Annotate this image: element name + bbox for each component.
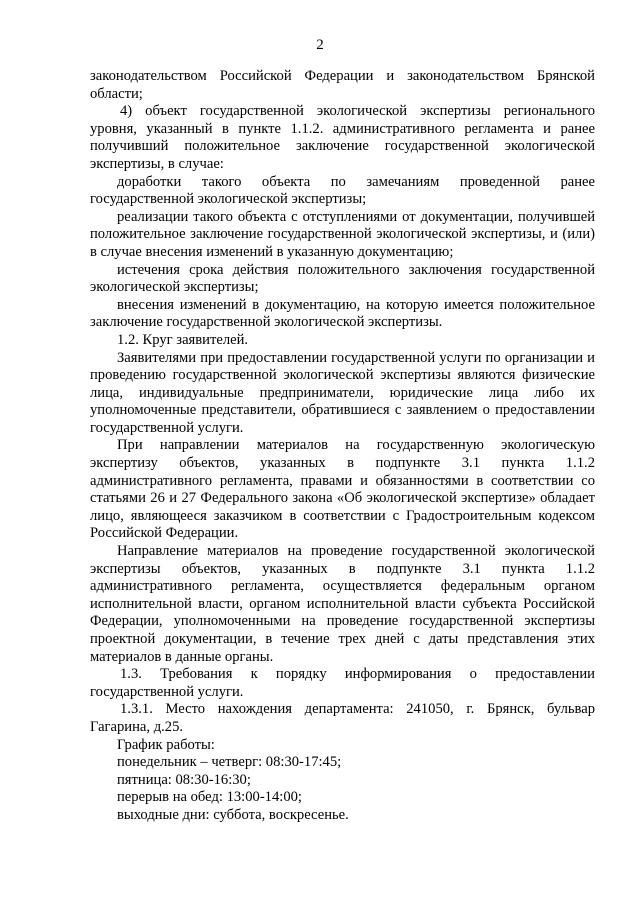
paragraph-case-changes: внесения изменений в документацию, на которую имеется положительное заключение государственной экологической экспертизы. bbox=[90, 296, 595, 331]
paragraph-legislation: законодательством Российской Федерации и законодательством Брянской области; bbox=[90, 68, 595, 102]
page-number: 2 bbox=[316, 37, 324, 53]
paragraph-case-deviation: реализации такого объекта с отступлениями от документации, получившей положительное заключение государственной экологической экспертизы, и (или) в случае внесения изменений в указанную документацию; bbox=[90, 208, 595, 260]
schedule-weekend: выходные дни: суббота, воскресенье. bbox=[117, 806, 349, 823]
section-heading-applicants: 1.2. Круг заявителей. bbox=[117, 331, 249, 348]
paragraph-materials-submission: При направлении материалов на государственную экологическую экспертизу объектов, указанных в подпункте 3.1 пункта 1.1.2 административного регламента, правами и обязанностями в соответствии со статьями 26 и 27 Федерального закона «Об экологической экспертизе» обладает лицо, являющееся заказчиком в соответствии с Градостроительным кодексом Российской Федерации. bbox=[90, 437, 595, 542]
work-schedule bbox=[90, 737, 595, 825]
schedule-friday: пятница: 08:30-16:30; bbox=[117, 771, 251, 788]
paragraph-case-rework: доработки такого объекта по замечаниям проведенной ранее государственной экологической экспертизы; bbox=[90, 173, 595, 208]
paragraph-department-location: 1.3.1. Место нахождения департамента: 241050, г. Брянск, бульвар Гагарина, д.25. bbox=[90, 701, 595, 735]
section-heading-information-requirements: 1.3. Требования к порядку информирования о предоставлении государственной услуги. bbox=[90, 666, 595, 700]
paragraph-applicants: Заявителями при предоставлении государственной услуги по организации и проведению государственной экологической экспертизы являются физические лица, индивидуальные предприниматели, юридические лица либо их уполномоченные представители, обратившиеся с заявлением о предоставлении государственной услуги. bbox=[90, 349, 595, 436]
paragraph-materials-direction: Направление материалов на проведение государственной экологической экспертизы объектов, указанных в подпункте 3.1 пункта 1.1.2 административного регламента, осуществляется федеральным органом исполнительной власти, органом исполнительной власти субъекта Российской Федерации, уполномоченными на проведение государственной экспертизы проектной документации, в течение трех дней с даты представления этих материалов в данные органы. bbox=[90, 543, 595, 665]
schedule-lunch: перерыв на обед: 13:00-14:00; bbox=[117, 789, 302, 806]
schedule-title: График работы: bbox=[117, 736, 215, 753]
schedule-mon-thu: понедельник – четверг: 08:30-17:45; bbox=[117, 754, 342, 771]
paragraph-case-expiry: истечения срока действия положительного заключения государственной экологической экспертизы; bbox=[90, 261, 595, 296]
document-body bbox=[90, 68, 595, 825]
paragraph-item-4: 4) объект государственной экологической экспертизы регионального уровня, указанный в пункте 1.1.2. административного регламента и ранее получивший положительное заключение государственной экологической экспертизы, в случае: bbox=[90, 103, 595, 172]
